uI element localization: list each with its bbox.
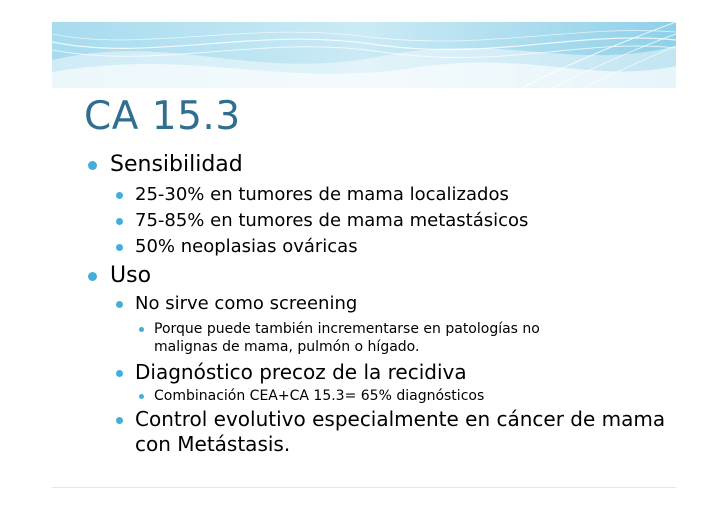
bullet-dot-icon xyxy=(88,272,97,281)
bullet-dot-icon xyxy=(116,218,123,225)
item-label: No sirve como screening xyxy=(135,293,358,314)
slide-content xyxy=(84,152,684,457)
header-wave-banner xyxy=(52,22,676,88)
bullet-dot-icon xyxy=(139,394,144,399)
item-line-1: Combinación CEA+CA 15.3= 65% diagnósticos xyxy=(154,388,485,404)
bullet-dot-icon xyxy=(116,301,123,308)
item-label: Diagnóstico precoz de la recidiva xyxy=(135,360,467,384)
bullet-sensibilidad xyxy=(84,152,684,178)
bullet-uso-recidiva xyxy=(84,360,684,385)
item-line-1: Porque puede también incrementarse en patologías no xyxy=(154,321,540,337)
item-label: 50% neoplasias ováricas xyxy=(135,236,358,257)
bullet-uso xyxy=(84,263,684,289)
bullet-dot-icon xyxy=(116,370,123,377)
item-label: 75-85% en tumores de mama metastásicos xyxy=(135,210,529,231)
item-label: 25-30% en tumores de mama localizados xyxy=(135,184,509,205)
item-line-2: malignas de mama, pulmón o hígado. xyxy=(154,339,420,355)
bullet-dot-icon xyxy=(116,417,123,424)
bottom-divider xyxy=(52,487,676,488)
bullet-uso-control-evolutivo xyxy=(84,407,684,457)
section-label: Sensibilidad xyxy=(110,152,243,177)
bullet-sensibilidad-ovaricas xyxy=(84,235,684,259)
item-line-2: con Metástasis. xyxy=(135,432,291,456)
bullet-dot-icon xyxy=(116,192,123,199)
section-label: Uso xyxy=(110,263,152,288)
bullet-sensibilidad-metastasicos xyxy=(84,209,684,233)
bullet-sensibilidad-localizados xyxy=(84,183,684,207)
bullet-uso-screening xyxy=(84,292,684,316)
bullet-dot-icon xyxy=(88,161,97,170)
bullet-uso-recidiva-detail xyxy=(84,387,684,405)
slide-title: CA 15.3 xyxy=(84,94,241,139)
bullet-uso-screening-detail xyxy=(84,320,684,356)
bullet-dot-icon xyxy=(116,244,123,251)
item-line-1: Control evolutivo especialmente en cáncer de mama xyxy=(135,407,666,431)
bullet-dot-icon xyxy=(139,327,144,332)
